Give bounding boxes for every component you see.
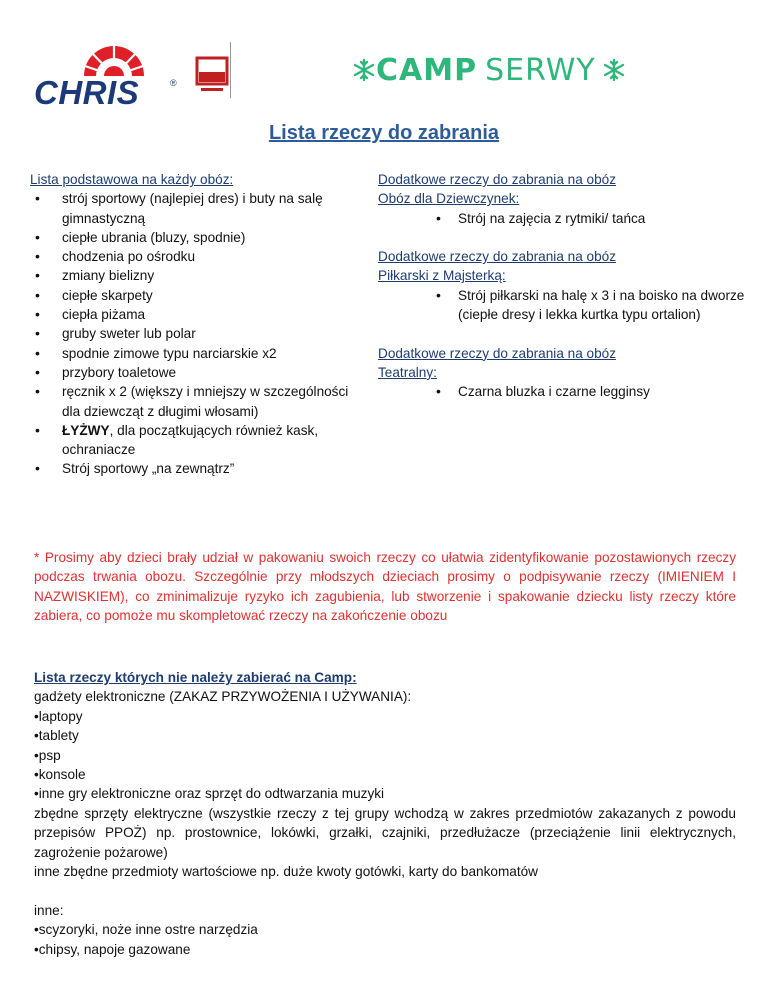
list-item: • przybory toaletowe <box>30 363 360 382</box>
chris-logo-reg: ® <box>170 78 177 88</box>
basic-list <box>30 170 360 479</box>
snowflake-icon <box>352 58 376 82</box>
page-title: Lista rzeczy do zabrania <box>268 122 500 144</box>
partner-logo-icon <box>195 42 231 98</box>
list-item: • ciepła piżama <box>30 305 360 324</box>
camp-football-title: Piłkarski z Majsterką: <box>378 268 506 284</box>
list-item: • ciepłe ubrania (bluzy, spodnie) <box>30 228 360 247</box>
additional-heading-girls: Dodatkowe rzeczy do zabrania na obóz <box>378 172 617 187</box>
valuables-text: inne zbędne przedmioty wartościowe np. duże kwoty gotówki, karty do bankomatów <box>34 864 538 880</box>
electrical-devices-text: zbędne sprzęty elektryczne (wszystkie rzeczy z tej grupy wchodzą w zakres przedmiotów zakazanych z powodu przepisów PPOŻ) np. prostownice, lokówki, grzałki, czajniki, przedłużacze (przeciążenie linii elektrycznych, zagrożenie pożarowe) <box>34 805 736 860</box>
list-item: • ręcznik x 2 (większy i mniejszy w szczególności dla dziewcząt z długimi włosami) <box>30 382 360 421</box>
list-item: • strój sportowy (najlepiej dres) i buty na salę gimnastyczną <box>30 189 360 228</box>
list-item: • Strój na zajęcia z rytmiki/ tańca <box>378 209 748 228</box>
serwy-logo-word: SERWY <box>485 52 596 88</box>
list-item: • spodnie zimowe typu narciarskie x2 <box>30 344 360 363</box>
list-item: • Czarna bluzka i czarne legginsy <box>378 382 748 401</box>
list-item: • gruby sweter lub polar <box>30 324 360 343</box>
chris-logo <box>34 40 184 111</box>
list-item: •tablety <box>34 728 79 744</box>
list-item: •inne gry elektroniczne oraz sprzęt do odtwarzania muzyki <box>34 786 385 802</box>
camp-logo-word: CAMP <box>376 52 478 88</box>
list-item: • Strój sportowy „na zewnątrz” <box>30 459 360 478</box>
forbidden-list <box>34 668 736 959</box>
list-item: • zmiany bielizny <box>30 266 360 285</box>
skates-bold: ŁYŻWY <box>62 422 110 438</box>
camp-girls-title: Obóz dla Dziewczynek: <box>378 191 520 207</box>
snowflake-icon <box>602 58 626 82</box>
list-item: • chodzenia po ośrodku <box>30 247 360 266</box>
list-item: •laptopy <box>34 708 83 724</box>
forbidden-heading: Lista rzeczy których nie należy zabierać na Camp: <box>34 670 357 685</box>
basic-list-heading: Lista podstawowa na każdy obóz: <box>30 172 234 187</box>
electronics-intro: gadżety elektroniczne (ZAKAZ PRZYWOŻENIA I UŻYWANIA): <box>34 689 412 705</box>
packing-notice: * Prosimy aby dzieci brały udział w pakowaniu swoich rzeczy co ułatwia zidentyfikowanie pozostawionych rzeczy podczas trwania obozu. Szczególnie przy młodszych dzieciach prosimy o podpisywanie rzeczy (IMIENIEM I NAZWISKIEM), co zminimalizuje ryzyko ich zagubienia, lub stworzenie i spakowanie dziecku listy rzeczy które zabiera, co pomoże mu skompletować rzeczy na zakończenie obozu <box>34 550 736 624</box>
skates-rest: , dla początkujących również kask, ochraniacze <box>62 422 319 458</box>
list-item: •konsole <box>34 767 86 783</box>
logo-divider <box>230 42 231 98</box>
additional-lists <box>378 170 748 402</box>
other-intro: inne: <box>34 902 64 918</box>
camp-serwy-logo <box>352 50 626 90</box>
chris-logo-mark-icon <box>78 40 150 76</box>
basic-list-items <box>30 189 360 478</box>
list-item: •chipsy, napoje gazowane <box>34 941 191 957</box>
camp-theatre-title: Teatralny: <box>378 364 437 380</box>
list-item: •scyzoryki, noże inne ostre narzędzia <box>34 922 258 938</box>
list-item-skates <box>30 421 360 460</box>
list-item: •psp <box>34 747 61 763</box>
list-item: • Strój piłkarski na halę x 3 i na boisko na dworze (ciepłe dresy i lekka kurtka typu ortalion) <box>378 286 748 325</box>
additional-heading-football: Dodatkowe rzeczy do zabrania na obóz <box>378 249 617 265</box>
chris-logo-text: CHRIS <box>34 74 140 111</box>
additional-heading-theatre: Dodatkowe rzeczy do zabrania na obóz <box>378 345 617 361</box>
list-item: • ciepłe skarpety <box>30 286 360 305</box>
